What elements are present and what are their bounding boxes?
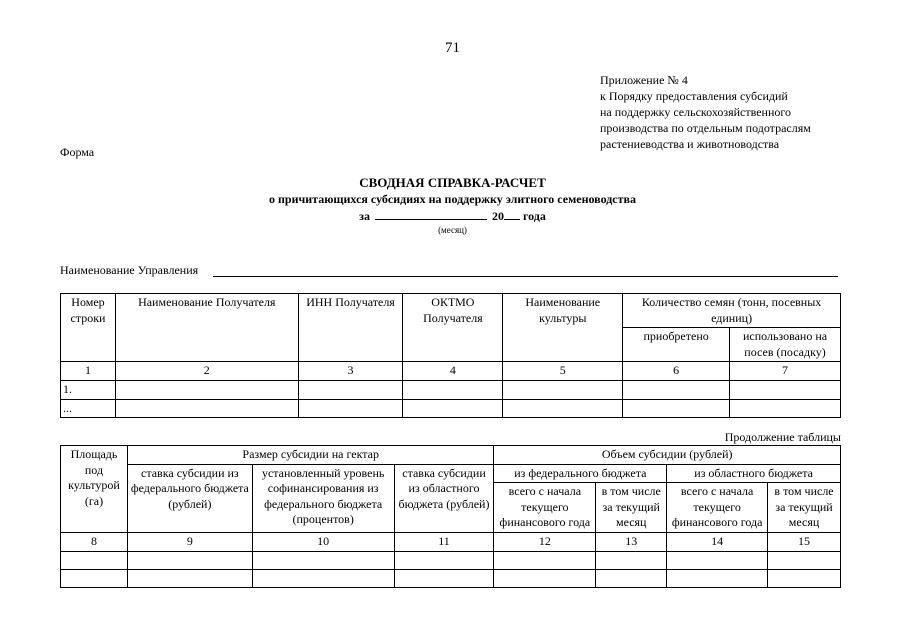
col-number: 15 xyxy=(768,532,841,551)
header-reg-month: в том числе за текущий месяц xyxy=(768,483,841,533)
header-from-reg: из областного бюджета xyxy=(667,464,841,483)
table-cell xyxy=(403,399,503,418)
col-number: 5 xyxy=(503,362,623,381)
period-line xyxy=(0,207,905,225)
form-label: Форма xyxy=(60,145,95,159)
month-blank xyxy=(375,207,487,220)
subsidy-table xyxy=(60,445,841,588)
table-row xyxy=(61,569,841,587)
appendix-line: производства по отдельным подотраслям xyxy=(600,121,811,135)
org-name-label: Наименование Управления xyxy=(60,263,199,277)
month-hint: (месяц) xyxy=(438,225,467,236)
table-cell xyxy=(403,380,503,399)
header-reg-rate: ставка субсидии из областного бюджета (рублей) xyxy=(394,464,494,532)
appendix-line: на поддержку сельскохозяйственного xyxy=(600,105,792,119)
col-number: 1 xyxy=(61,362,116,381)
header-fed-ytd: всего с начала текущего финансового года xyxy=(494,483,596,533)
col-number: 11 xyxy=(394,532,494,551)
table-row xyxy=(61,551,841,569)
col-number: 6 xyxy=(623,362,730,381)
header-cofin-level: установленный уровень софинансирования из федерального бюджета (процентов) xyxy=(252,464,394,532)
table-cell: ... xyxy=(61,399,116,418)
header-row-number: Номер строки xyxy=(61,294,116,362)
table-cell xyxy=(61,569,128,587)
header-recipient-name: Наименование Получателя xyxy=(115,294,298,362)
table-cell xyxy=(596,569,667,587)
year-prefix: 20 xyxy=(491,209,504,224)
table-cell xyxy=(730,380,841,399)
header-subsidy-per-ha: Размер субсидии на гектар xyxy=(127,446,493,465)
table-cell xyxy=(768,551,841,569)
table-cell xyxy=(252,569,394,587)
col-number: 10 xyxy=(252,532,394,551)
col-number: 8 xyxy=(61,532,128,551)
header-used: использовано на посев (посадку) xyxy=(730,328,841,362)
table-cell xyxy=(596,551,667,569)
table-cell xyxy=(115,399,298,418)
col-number: 4 xyxy=(403,362,503,381)
appendix-line: Приложение № 4 xyxy=(600,73,688,87)
table-cell xyxy=(494,569,596,587)
org-name-row xyxy=(60,263,841,279)
col-number: 9 xyxy=(127,532,252,551)
table-cell xyxy=(667,551,768,569)
table-cell xyxy=(623,399,730,418)
appendix-line: к Порядку предоставления субсидий xyxy=(600,89,788,103)
col-number: 12 xyxy=(494,532,596,551)
header-crop: Наименование культуры xyxy=(503,294,623,362)
table-cell xyxy=(298,380,403,399)
table-cell xyxy=(127,551,252,569)
table-cell xyxy=(127,569,252,587)
table-cell xyxy=(115,380,298,399)
document-subtitle: о причитающихся субсидиях на поддержку элитного семеноводства xyxy=(268,191,637,206)
table-cell xyxy=(61,551,128,569)
header-subsidy-volume: Объем субсидии (рублей) xyxy=(494,446,841,465)
table-cell xyxy=(768,569,841,587)
header-inn: ИНН Получателя xyxy=(298,294,403,362)
col-number: 2 xyxy=(115,362,298,381)
org-name-blank xyxy=(213,276,838,277)
header-fed-rate: ставка субсидии из федерального бюджета (рублей) xyxy=(127,464,252,532)
appendix-note xyxy=(600,72,900,152)
header-from-fed: из федерального бюджета xyxy=(494,464,667,483)
header-fed-month: в том числе за текущий месяц xyxy=(596,483,667,533)
document-title: СВОДНАЯ СПРАВКА-РАСЧЕТ xyxy=(359,175,546,190)
year-suffix: года xyxy=(522,209,546,224)
table-cell xyxy=(623,380,730,399)
table-cell: 1. xyxy=(61,380,116,399)
header-oktmo: ОКТМО Получателя xyxy=(403,294,503,362)
table-cell xyxy=(730,399,841,418)
page-number: 71 xyxy=(445,40,460,56)
table-cell xyxy=(667,569,768,587)
table-cell xyxy=(503,399,623,418)
continued-label: Продолжение таблицы xyxy=(724,430,841,444)
col-number: 13 xyxy=(596,532,667,551)
header-area: Площадь под культурой (га) xyxy=(61,446,128,533)
appendix-line: растениеводства и животноводства xyxy=(600,137,780,151)
table-cell xyxy=(503,380,623,399)
seed-table xyxy=(60,293,841,418)
header-reg-ytd: всего с начала текущего финансового года xyxy=(667,483,768,533)
table-row xyxy=(61,380,841,399)
table-cell xyxy=(298,399,403,418)
col-number: 7 xyxy=(730,362,841,381)
table-cell xyxy=(494,551,596,569)
table-row xyxy=(61,399,841,418)
year-blank xyxy=(504,207,520,220)
title-block xyxy=(0,175,905,237)
header-seed-quantity: Количество семян (тонн, посевных единиц) xyxy=(623,294,841,328)
period-za: за xyxy=(359,209,370,224)
header-acquired: приобретено xyxy=(623,328,730,362)
table-cell xyxy=(394,569,494,587)
col-number: 14 xyxy=(667,532,768,551)
col-number: 3 xyxy=(298,362,403,381)
table-cell xyxy=(252,551,394,569)
table-cell xyxy=(394,551,494,569)
